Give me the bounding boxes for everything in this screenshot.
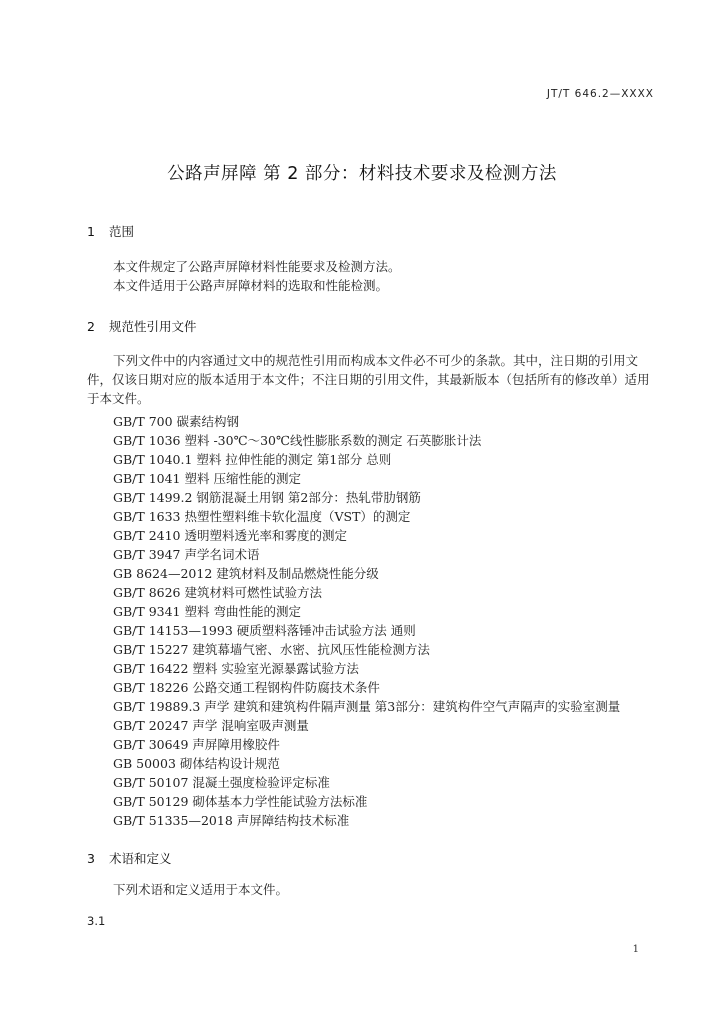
reference-item: GB/T 50107 混凝土强度检验评定标准 [113,775,330,790]
reference-item: GB/T 1040.1 塑料 拉伸性能的测定 第1部分 总则 [113,452,392,467]
reference-item: GB/T 14153—1993 硬质塑料落锤冲击试验方法 通则 [113,623,416,638]
reference-item: GB/T 2410 透明塑料透光率和雾度的测定 [113,528,347,543]
reference-item: GB/T 3947 声学名词术语 [113,547,260,562]
terms-intro: 下列术语和定义适用于本文件。 [113,882,289,897]
reference-item: GB 8624—2012 建筑材料及制品燃烧性能分级 [113,566,379,581]
reference-item: GB/T 20247 声学 混响室吸声测量 [113,718,309,733]
section-title: 范围 [108,224,134,239]
reference-item: GB/T 8626 建筑材料可燃性试验方法 [113,585,322,600]
standard-code: JT/T 646.2—XXXX [546,88,654,100]
section-title: 术语和定义 [108,851,172,866]
reference-item: GB/T 30649 声屏障用橡胶件 [113,737,280,752]
section-2-heading [87,317,197,335]
reference-item: GB/T 1041 塑料 压缩性能的测定 [113,471,301,486]
section-3-heading [87,849,172,867]
normative-references-intro: 下列文件中的内容通过文中的规范性引用而构成本文件必不可少的条款。其中，注日期的引用文件，仅该日期对应的版本适用于本文件；不注日期的引用文件，其最新版本（包括所有的修改单）适用于本文件。 [87,353,650,406]
section-1-heading [87,222,134,240]
page-number: 1 [632,944,639,955]
reference-item: GB/T 51335—2018 声屏障结构技术标准 [113,813,350,828]
section-number: 1 [87,224,95,239]
section-number: 3 [87,851,95,866]
section-number: 2 [87,319,95,334]
reference-item: GB/T 15227 建筑幕墙气密、水密、抗风压性能检测方法 [113,642,430,657]
reference-item: GB/T 18226 公路交通工程钢构件防腐技术条件 [113,680,380,695]
reference-item: GB/T 700 碳素结构钢 [113,414,240,429]
reference-item: GB/T 1036 塑料 -30℃～30℃线性膨胀系数的测定 石英膨胀计法 [113,433,482,448]
scope-paragraph: 本文件适用于公路声屏障材料的选取和性能检测。 [113,278,389,293]
reference-item: GB/T 16422 塑料 实验室光源暴露试验方法 [113,661,359,676]
reference-item: GB 50003 砌体结构设计规范 [113,756,280,771]
reference-item: GB/T 19889.3 声学 建筑和建筑构件隔声测量 第3部分：建筑构件空气声隔声的实验室测量 [113,699,621,714]
reference-item: GB/T 9341 塑料 弯曲性能的测定 [113,604,301,619]
reference-item: GB/T 50129 砌体基本力学性能试验方法标准 [113,794,368,809]
subclause-number: 3.1 [87,914,106,928]
document-title: 公路声屏障 第 2 部分：材料技术要求及检测方法 [167,164,557,184]
reference-item: GB/T 1499.2 钢筋混凝土用钢 第2部分：热轧带肋钢筋 [113,490,421,505]
scope-paragraph: 本文件规定了公路声屏障材料性能要求及检测方法。 [113,259,401,274]
reference-item: GB/T 1633 热塑性塑料维卡软化温度（VST）的测定 [113,509,411,524]
reference-list [113,412,620,830]
section-title: 规范性引用文件 [108,319,197,334]
